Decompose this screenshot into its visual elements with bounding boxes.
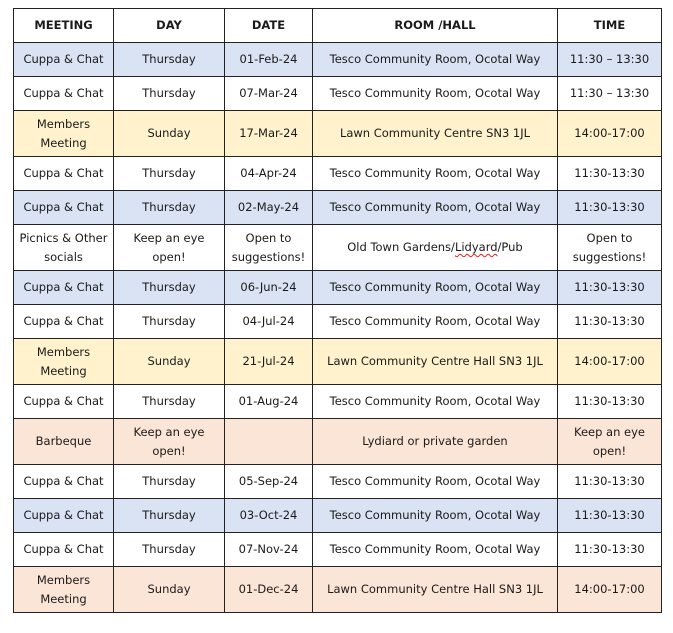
table-row bbox=[14, 43, 662, 77]
room-cell bbox=[313, 225, 558, 271]
date-cell: 07-Mar-24 bbox=[225, 77, 313, 111]
date-cell: 01-Feb-24 bbox=[225, 43, 313, 77]
meeting-cell: Cuppa & Chat bbox=[14, 465, 114, 499]
date-cell: Open to suggestions! bbox=[225, 225, 313, 271]
room-cell: Tesco Community Room, Ocotal Way bbox=[313, 533, 558, 567]
table-row bbox=[14, 111, 662, 157]
time-cell: 11:30-13:30 bbox=[558, 305, 662, 339]
time-cell: 11:30-13:30 bbox=[558, 157, 662, 191]
room-cell: Tesco Community Room, Ocotal Way bbox=[313, 271, 558, 305]
table-row bbox=[14, 191, 662, 225]
meeting-cell: Barbeque bbox=[14, 419, 114, 465]
time-cell: 11:30 – 13:30 bbox=[558, 77, 662, 111]
meeting-cell: Picnics & Other socials bbox=[14, 225, 114, 271]
day-cell: Thursday bbox=[114, 533, 225, 567]
room-cell: Tesco Community Room, Ocotal Way bbox=[313, 305, 558, 339]
table-row bbox=[14, 157, 662, 191]
day-cell: Thursday bbox=[114, 271, 225, 305]
room-cell: Lawn Community Centre SN3 1JL bbox=[313, 111, 558, 157]
meeting-cell: Cuppa & Chat bbox=[14, 191, 114, 225]
day-cell: Thursday bbox=[114, 77, 225, 111]
meeting-cell: Members Meeting bbox=[14, 111, 114, 157]
day-cell: Thursday bbox=[114, 385, 225, 419]
table-row bbox=[14, 465, 662, 499]
header-day: DAY bbox=[114, 9, 225, 43]
day-cell: Thursday bbox=[114, 191, 225, 225]
date-cell: 04-Jul-24 bbox=[225, 305, 313, 339]
date-cell: 06-Jun-24 bbox=[225, 271, 313, 305]
time-cell: 11:30-13:30 bbox=[558, 385, 662, 419]
room-cell: Tesco Community Room, Ocotal Way bbox=[313, 157, 558, 191]
table-row bbox=[14, 225, 662, 271]
header-room-hall: ROOM /HALL bbox=[313, 9, 558, 43]
date-cell: 01-Aug-24 bbox=[225, 385, 313, 419]
meeting-cell: Cuppa & Chat bbox=[14, 77, 114, 111]
day-cell: Thursday bbox=[114, 43, 225, 77]
time-cell: 14:00-17:00 bbox=[558, 339, 662, 385]
meeting-cell: Cuppa & Chat bbox=[14, 533, 114, 567]
day-cell: Thursday bbox=[114, 305, 225, 339]
room-cell: Tesco Community Room, Ocotal Way bbox=[313, 191, 558, 225]
time-cell: 11:30-13:30 bbox=[558, 191, 662, 225]
day-cell: Keep an eye open! bbox=[114, 419, 225, 465]
room-cell: Tesco Community Room, Ocotal Way bbox=[313, 77, 558, 111]
table-row bbox=[14, 305, 662, 339]
time-cell: 11:30-13:30 bbox=[558, 271, 662, 305]
meeting-cell: Cuppa & Chat bbox=[14, 43, 114, 77]
room-cell-text: Old Town Gardens/Lidyard/Pub bbox=[347, 240, 523, 254]
date-cell bbox=[225, 419, 313, 465]
date-cell: 21-Jul-24 bbox=[225, 339, 313, 385]
date-cell: 04-Apr-24 bbox=[225, 157, 313, 191]
header-date: DATE bbox=[225, 9, 313, 43]
date-cell: 05-Sep-24 bbox=[225, 465, 313, 499]
room-cell: Tesco Community Room, Ocotal Way bbox=[313, 465, 558, 499]
table-row bbox=[14, 419, 662, 465]
time-cell: 11:30 – 13:30 bbox=[558, 43, 662, 77]
room-cell: Tesco Community Room, Ocotal Way bbox=[313, 43, 558, 77]
meeting-cell: Cuppa & Chat bbox=[14, 499, 114, 533]
time-cell: Open to suggestions! bbox=[558, 225, 662, 271]
date-cell: 07-Nov-24 bbox=[225, 533, 313, 567]
table-row bbox=[14, 567, 662, 613]
meetings-schedule-table bbox=[13, 8, 662, 613]
table-row bbox=[14, 339, 662, 385]
time-cell: 11:30-13:30 bbox=[558, 465, 662, 499]
time-cell: 11:30-13:30 bbox=[558, 533, 662, 567]
room-cell: Tesco Community Room, Ocotal Way bbox=[313, 499, 558, 533]
table-row bbox=[14, 77, 662, 111]
time-cell: 14:00-17:00 bbox=[558, 567, 662, 613]
time-cell: Keep an eye open! bbox=[558, 419, 662, 465]
header-time: TIME bbox=[558, 9, 662, 43]
day-cell: Thursday bbox=[114, 465, 225, 499]
date-cell: 03-Oct-24 bbox=[225, 499, 313, 533]
date-cell: 01-Dec-24 bbox=[225, 567, 313, 613]
day-cell: Sunday bbox=[114, 567, 225, 613]
time-cell: 14:00-17:00 bbox=[558, 111, 662, 157]
meeting-cell: Cuppa & Chat bbox=[14, 271, 114, 305]
time-cell: 11:30-13:30 bbox=[558, 499, 662, 533]
room-cell: Lawn Community Centre Hall SN3 1JL bbox=[313, 339, 558, 385]
schedule-body bbox=[14, 43, 662, 613]
header-meeting: MEETING bbox=[14, 9, 114, 43]
meeting-cell: Members Meeting bbox=[14, 567, 114, 613]
date-cell: 02-May-24 bbox=[225, 191, 313, 225]
day-cell: Thursday bbox=[114, 157, 225, 191]
room-cell: Tesco Community Room, Ocotal Way bbox=[313, 385, 558, 419]
room-cell: Lawn Community Centre Hall SN3 1JL bbox=[313, 567, 558, 613]
table-row bbox=[14, 533, 662, 567]
date-cell: 17-Mar-24 bbox=[225, 111, 313, 157]
table-row bbox=[14, 271, 662, 305]
day-cell: Sunday bbox=[114, 339, 225, 385]
meeting-cell: Members Meeting bbox=[14, 339, 114, 385]
header-row bbox=[14, 9, 662, 43]
table-row bbox=[14, 499, 662, 533]
room-cell: Lydiard or private garden bbox=[313, 419, 558, 465]
meeting-cell: Cuppa & Chat bbox=[14, 305, 114, 339]
day-cell: Thursday bbox=[114, 499, 225, 533]
day-cell: Keep an eye open! bbox=[114, 225, 225, 271]
day-cell: Sunday bbox=[114, 111, 225, 157]
meeting-cell: Cuppa & Chat bbox=[14, 385, 114, 419]
meeting-cell: Cuppa & Chat bbox=[14, 157, 114, 191]
table-row bbox=[14, 385, 662, 419]
